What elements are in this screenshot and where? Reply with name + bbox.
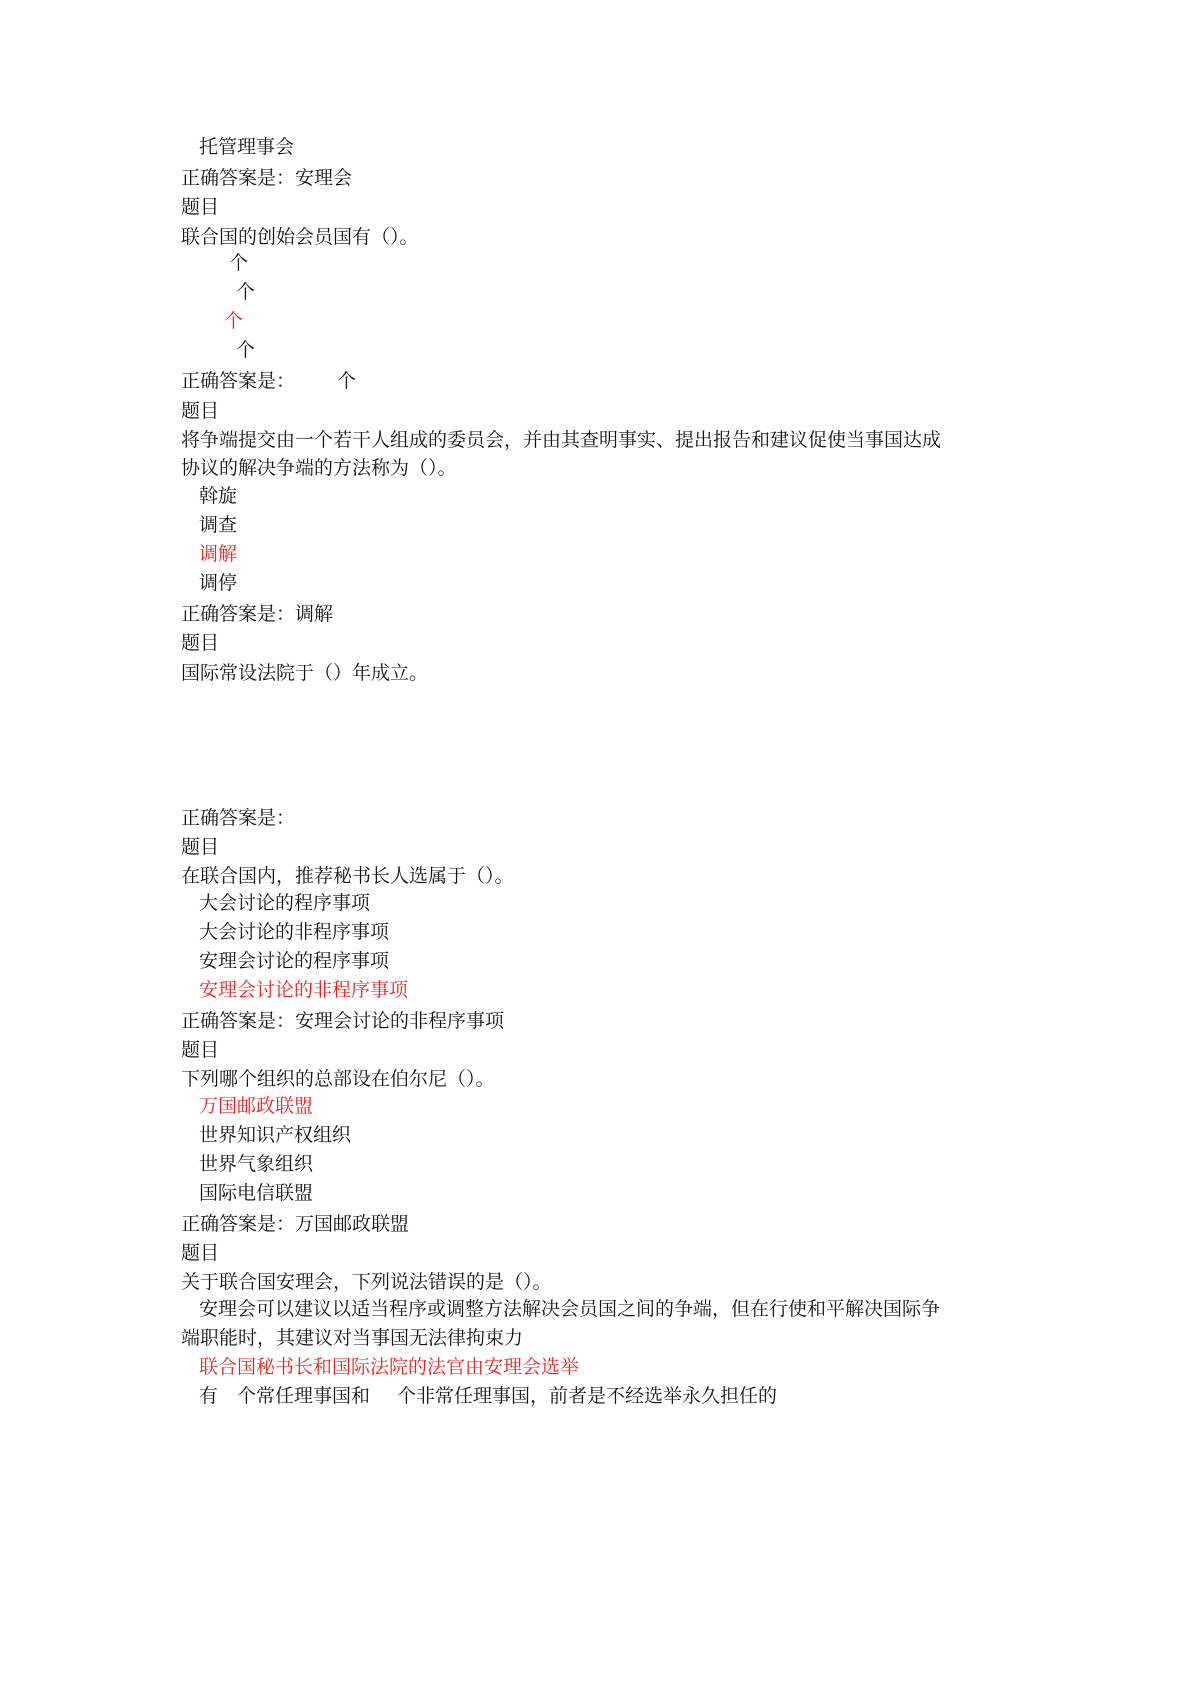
answer-label: 正确答案是： [181, 1010, 296, 1032]
option-text: 世界知识产权组织 [199, 1124, 352, 1146]
question-heading: 题目 [181, 1039, 220, 1061]
answer-label: 正确答案是： [181, 167, 296, 189]
option-text [199, 1384, 777, 1408]
question-heading: 题目 [181, 1242, 220, 1264]
option-text-correct: 联合国秘书长和国际法院的法官由安理会选举 [199, 1356, 580, 1378]
answer-value: 万国邮政联盟 [295, 1213, 410, 1235]
question-heading: 题目 [181, 196, 220, 218]
answer-value: 个 [337, 370, 357, 392]
option-text-correct: 万国邮政联盟 [199, 1095, 314, 1117]
question-heading: 题目 [181, 400, 220, 422]
option-text: 个 [236, 281, 256, 303]
option-text: 斡旋 [199, 485, 238, 507]
option-text: 国际电信联盟 [199, 1182, 314, 1204]
question-stem: 联合国的创始会员国有（）。 [181, 226, 419, 248]
answer-label: 正确答案是： [181, 370, 296, 392]
question-heading: 题目 [181, 836, 220, 858]
option-text-part: 有 [199, 1385, 219, 1407]
option-text: 个 [236, 339, 256, 361]
option-text-part: 个常任理事国和 [237, 1385, 371, 1407]
answer-value: 安理会讨论的非程序事项 [295, 1010, 505, 1032]
option-text-line: 安理会可以建议以适当程序或调整方法解决会员国之间的争端，但在行使和平解决国际争 [199, 1298, 941, 1320]
option-text: 大会讨论的非程序事项 [199, 921, 390, 943]
option-text: 调查 [199, 514, 238, 536]
option-text-correct: 个 [224, 310, 244, 332]
question-stem: 下列哪个组织的总部设在伯尔尼（）。 [181, 1068, 495, 1090]
question-stem-line: 将争端提交由一个若干人组成的委员会，并由其查明事实、提出报告和建议促使当事国达成 [181, 429, 942, 451]
question-stem: 国际常设法院于（）年成立。 [181, 662, 429, 684]
option-text: 托管理事会 [199, 136, 295, 158]
option-text: 个 [229, 252, 249, 274]
option-text: 调停 [199, 572, 238, 594]
answer-line [181, 166, 352, 190]
question-heading: 题目 [181, 632, 220, 654]
option-text: 大会讨论的程序事项 [199, 892, 371, 914]
answer-value: 安理会 [295, 167, 353, 189]
question-stem: 关于联合国安理会，下列说法错误的是（）。 [181, 1271, 552, 1293]
option-text: 世界气象组织 [199, 1153, 314, 1175]
answer-value: 调解 [295, 603, 334, 625]
answer-line [181, 1009, 504, 1033]
option-text-correct: 安理会讨论的非程序事项 [199, 979, 409, 1001]
question-stem: 在联合国内，推荐秘书长人选属于（）。 [181, 865, 514, 887]
answer-line [181, 1212, 409, 1236]
question-stem-line: 协议的解决争端的方法称为（）。 [181, 457, 457, 479]
option-text-correct: 调解 [199, 543, 238, 565]
option-text-line: 端职能时，其建议对当事国无法律拘束力 [181, 1327, 524, 1349]
answer-label: 正确答案是： [181, 807, 296, 829]
answer-line [181, 602, 333, 626]
answer-label: 正确答案是： [181, 1213, 296, 1235]
answer-label: 正确答案是： [181, 603, 296, 625]
option-text-part: 个非常任理事国，前者是不经选举永久担任的 [397, 1385, 778, 1407]
option-text: 安理会讨论的程序事项 [199, 950, 390, 972]
